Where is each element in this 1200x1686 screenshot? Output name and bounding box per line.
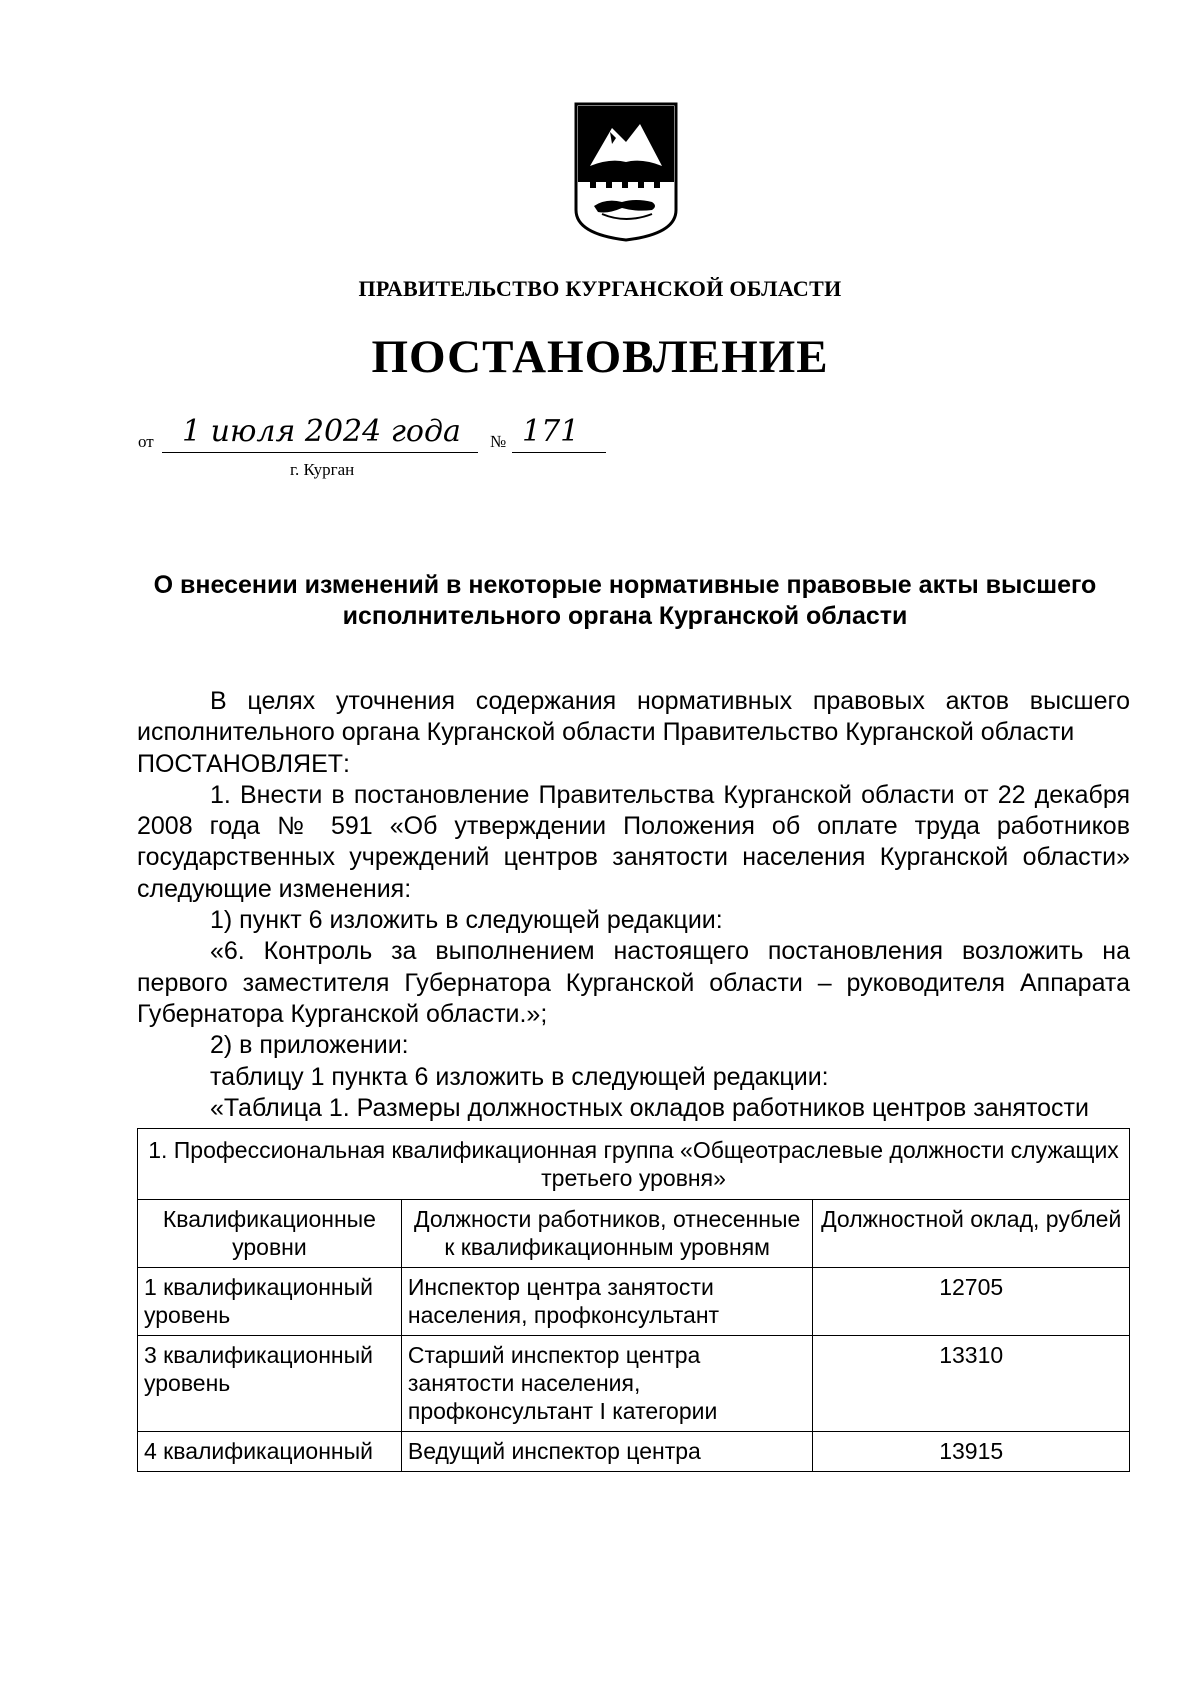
quoted-clause-6-paragraph: «6. Контроль за выполнением настоящего постановления возложить на первого заместителя Губернатора Курганской области – руководителя Аппарата Губернатора Курганской области.»; bbox=[137, 937, 1130, 1028]
table-cell-salary: 13310 bbox=[813, 1336, 1130, 1432]
city-name: г. Курган bbox=[290, 460, 355, 479]
table-instruction-paragraph: таблицу 1 пункта 6 изложить в следующей редакции: bbox=[210, 1062, 829, 1091]
table-cell-salary: 12705 bbox=[813, 1268, 1130, 1336]
document-type: ПОСТАНОВЛЕНИЕ bbox=[371, 331, 829, 383]
document-title: О внесении изменений в некоторые нормативные правовые акты высшего исполнительного органа Курганской области bbox=[153, 571, 1097, 630]
table-row bbox=[138, 1268, 1130, 1336]
clause-1-paragraph: 1. Внести в постановление Правительства Курганской области от 22 декабря 2008 года № 591 «Об утверждении Положения об оплате труда работников государственных учреждений центров занятости населения Курганской области» следующие изменения: bbox=[137, 780, 1130, 903]
document-body bbox=[137, 686, 1130, 1124]
handwritten-number: 171 bbox=[522, 414, 580, 449]
organization-name: ПРАВИТЕЛЬСТВО КУРГАНСКОЙ ОБЛАСТИ bbox=[358, 276, 842, 301]
table-group-title: 1. Профессиональная квалификационная группа «Общеотраслевые должности служащих третьего уровня» bbox=[138, 1129, 1130, 1200]
subclause-1-paragraph: 1) пункт 6 изложить в следующей редакции: bbox=[210, 906, 723, 935]
date-number-line bbox=[138, 414, 698, 490]
subclause-2-paragraph: 2) в приложении: bbox=[210, 1031, 409, 1060]
column-header-salary: Должностной оклад, рублей bbox=[813, 1200, 1130, 1268]
table-group-row bbox=[138, 1129, 1130, 1200]
column-header-level: Квалификационные уровни bbox=[138, 1200, 402, 1268]
table-cell-level: 1 квалификационный уровень bbox=[138, 1268, 402, 1336]
salary-table bbox=[137, 1128, 1130, 1472]
table-cell-positions: Инспектор центра занятости населения, профконсультант bbox=[401, 1268, 813, 1336]
number-underline bbox=[512, 452, 606, 453]
date-prefix: от bbox=[138, 432, 154, 451]
handwritten-date: 1 июля 2024 года bbox=[182, 414, 461, 449]
table-cell-level: 4 квалификационный bbox=[138, 1432, 402, 1472]
table-row bbox=[138, 1336, 1130, 1432]
table-cell-positions: Ведущий инспектор центра bbox=[401, 1432, 813, 1472]
table-header-row bbox=[138, 1200, 1130, 1268]
table-caption: «Таблица 1. Размеры должностных окладов работников центров занятости bbox=[210, 1093, 1089, 1122]
table-cell-level: 3 квалификационный уровень bbox=[138, 1336, 402, 1432]
table-cell-salary: 13915 bbox=[813, 1432, 1130, 1472]
number-prefix: № bbox=[490, 432, 507, 451]
preamble-paragraph: В целях уточнения содержания нормативных правовых актов высшего исполнительного органа Курганской области Правительство Курганской области bbox=[137, 687, 1130, 747]
decree-word: ПОСТАНОВЛЯЕТ: bbox=[137, 749, 351, 778]
table-row bbox=[138, 1432, 1130, 1472]
table-cell-positions: Старший инспектор центра занятости населения, профконсультант I категории bbox=[401, 1336, 813, 1432]
coat-of-arms-emblem bbox=[572, 102, 680, 242]
column-header-positions: Должности работников, отнесенные к квалификационным уровням bbox=[401, 1200, 813, 1268]
date-underline bbox=[162, 452, 478, 453]
